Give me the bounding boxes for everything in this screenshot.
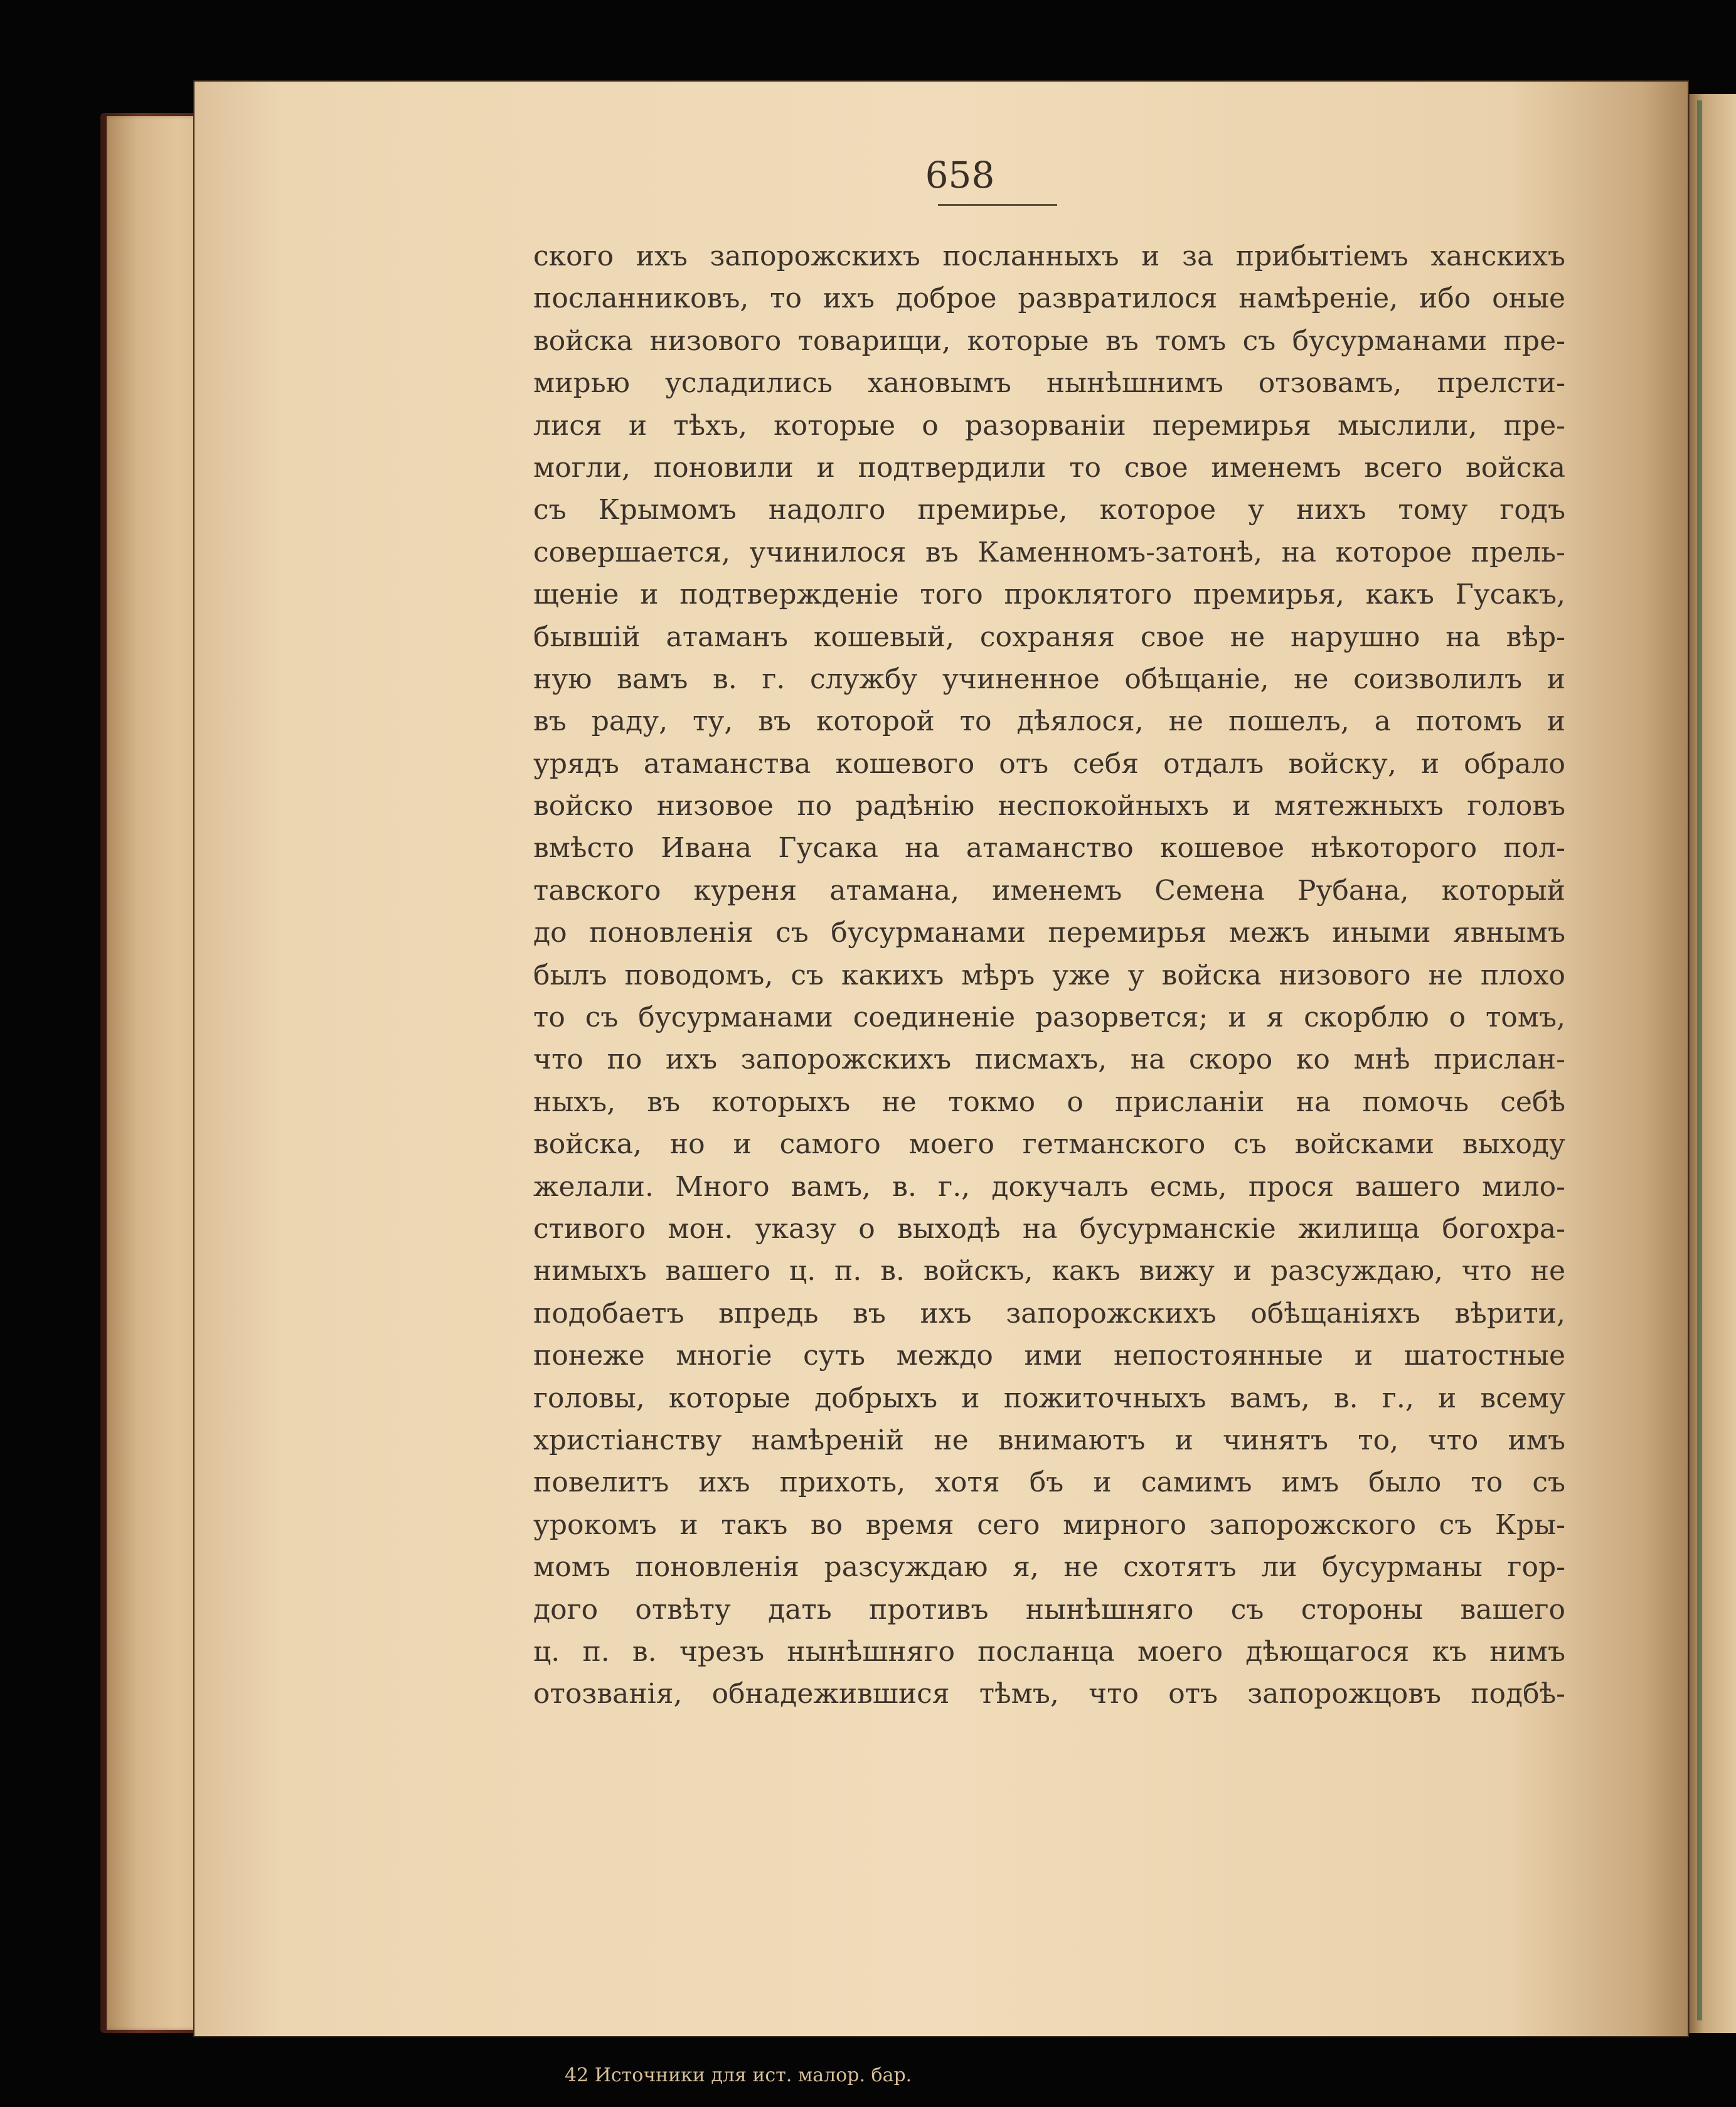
text-line: ныхъ, въ которыхъ не токмо о присланіи на помочь себѣ [533,1086,1565,1118]
text-line: дого отвѣту дать противъ нынѣшняго съ стороны вашего [533,1593,1565,1626]
text-line: то съ бусурманами соединеніе разорвется; и я скорблю о томъ, [533,1001,1565,1034]
text-line: тавского куреня атамана, именемъ Семена Рубана, который [533,874,1565,907]
text-line: до поновленія съ бусурманами перемирья межъ иными явнымъ [533,917,1565,949]
text-line: подобаетъ впредь въ ихъ запорожскихъ обѣщаніяхъ вѣрити, [533,1297,1565,1330]
text-line: отозванія, обнадежившися тѣмъ, что отъ запорожцовъ подбѣ- [533,1678,1565,1710]
ribbon-edge [1697,100,1702,2020]
page-number-rule [938,204,1057,206]
text-line: момъ поновленія разсуждаю я, не схотятъ ли бусурманы гор- [533,1551,1565,1584]
page-stack-edge [107,116,207,2030]
text-line: урядъ атаманства кошевого отъ себя отдалъ войску, и обрало [533,747,1565,780]
page-number: 658 [925,154,995,196]
facing-page-edge [1688,94,1736,2033]
text-line: мирью усладились хановымъ нынѣшнимъ отзовамъ, прелсти- [533,367,1565,400]
text-line: посланниковъ, то ихъ доброе развратилося намѣреніе, ибо оные [533,282,1565,315]
text-line: войска низового товарищи, которые въ томъ съ бусурманами пре- [533,324,1565,357]
text-line: щеніе и подтвержденіе того проклятого премирья, какъ Гусакъ, [533,579,1565,611]
text-line: нимыхъ вашего ц. п. в. войскъ, какъ вижу и разсуждаю, что не [533,1255,1565,1288]
text-line: повелитъ ихъ прихоть, хотя бъ и самимъ имъ было то съ [533,1466,1565,1499]
text-line: ского ихъ запорожскихъ посланныхъ и за прибытіемъ ханскихъ [533,240,1565,272]
text-line: ную вамъ в. г. службу учиненное обѣщаніе, не соизволилъ и [533,663,1565,695]
text-line: былъ поводомъ, съ какихъ мѣръ уже у войска низового не плохо [533,959,1565,991]
text-line: желали. Много вамъ, в. г., докучалъ есмь, прося вашего мило- [533,1170,1565,1203]
text-line: ц. п. в. чрезъ нынѣшняго посланца моего дѣющагося къ нимъ [533,1635,1565,1668]
text-line: въ раду, ту, въ которой то дѣялося, не пошелъ, а потомъ и [533,705,1565,738]
text-line: совершается, учинилося въ Каменномъ-затонѣ, на которое прель- [533,536,1565,568]
text-line: что по ихъ запорожскихъ писмахъ, на скоро ко мнѣ прислан- [533,1043,1565,1076]
text-line: понеже многіе суть междо ими непостоянные и шатостные [533,1340,1565,1372]
text-line: могли, поновили и подтвердили то свое именемъ всего войска [533,451,1565,484]
book-page [194,82,1688,2036]
bleed-through-footer: 42 Источники для ист. малор. бар. [565,2064,912,2086]
text-line: головы, которые добрыхъ и пожиточныхъ вамъ, в. г., и всему [533,1382,1565,1414]
text-line: лися и тѣхъ, которые о разорваніи перемирья мыслили, пре- [533,409,1565,442]
text-line: урокомъ и такъ во время сего мирного запорожского съ Кры- [533,1508,1565,1541]
text-line: стивого мон. указу о выходѣ на бусурманскіе жилища богохра- [533,1212,1565,1245]
body-text [533,235,1565,1715]
text-line: вмѣсто Ивана Гусака на атаманство кошевое нѣкоторого пол- [533,832,1565,865]
text-line: войско низовое по радѣнію неспокойныхъ и мятежныхъ головъ [533,790,1565,823]
text-line: войска, но и самого моего гетманского съ войсками выходу [533,1128,1565,1161]
text-line: христіанству намѣреній не внимаютъ и чинятъ то, что имъ [533,1424,1565,1456]
text-line: съ Крымомъ надолго премирье, которое у нихъ тому годъ [533,494,1565,526]
text-line: бывшій атаманъ кошевый, сохраняя свое не нарушно на вѣр- [533,621,1565,653]
